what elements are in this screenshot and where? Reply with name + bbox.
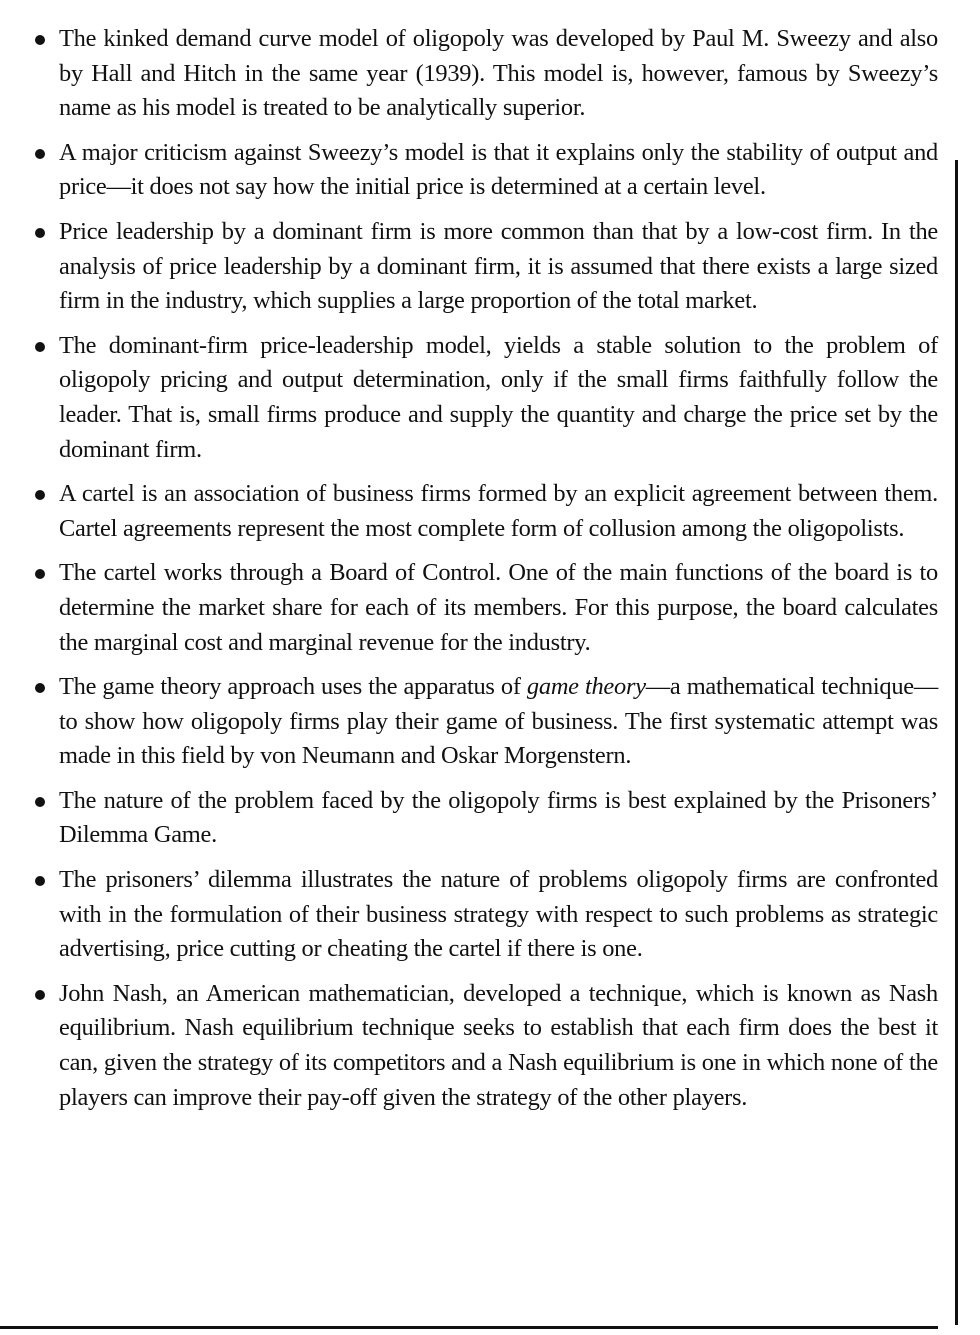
bullet-text-after: —a mathematical technique—to show how oligopoly firms play their game of business. The first systematic attempt was made in this field by von Neumann and Oskar Morgenstern.: [59, 673, 938, 770]
bullet-text: The cartel works through a Board of Control. One of the main functions of the board is to determine the market share for each of its members. For this purpose, the board calculates the marginal cost and marginal revenue for the industry.: [59, 559, 938, 656]
bullet-text: The nature of the problem faced by the oligopoly firms is best explained by the Prisoners’ Dilemma Game.: [59, 786, 938, 849]
bullet-item-prisoners-dilemma-intro: [0, 784, 938, 853]
bullet-text: John Nash, an American mathematician, developed a technique, which is known as Nash equilibrium. Nash equilibrium technique seeks to establish that each firm does the best it can, given the strategy of its competitors and a Nash equilibrium is one in which none of the players can improve their pay-off given the strategy of the other players.: [59, 979, 938, 1111]
bullet-icon: [35, 228, 45, 238]
bullet-item-board-of-control: [0, 556, 938, 660]
bullet-item-nash-equilibrium: [0, 977, 938, 1115]
bullet-text-before: The game theory approach uses the apparatus of: [59, 673, 527, 701]
bullet-icon: [35, 876, 45, 886]
bullet-item-dominant-firm-model: [0, 329, 938, 467]
bullet-icon: [35, 797, 45, 807]
bullet-item-game-theory: [0, 670, 938, 774]
bullet-text: The prisoners’ dilemma illustrates the nature of problems oligopoly firms are confronted with in the formulation of their business strategy with respect to such problems as strategic advertising, price cutting or cheating the cartel if there is one.: [59, 866, 938, 963]
bullet-icon: [35, 342, 45, 352]
bullet-text: The dominant-firm price-leadership model, yields a stable solution to the problem of oligopoly pricing and output determination, only if the small firms faithfully follow the leader. That is, small firms produce and supply the quantity and charge the price set by the dominant firm.: [59, 331, 938, 463]
bullet-text: A cartel is an association of business firms formed by an explicit agreement between them. Cartel agreements represent the most complete form of collusion among the oligopolists.: [59, 480, 938, 542]
bullet-icon: [35, 683, 45, 693]
right-border-rule: [955, 160, 958, 1325]
bullet-emphasis: game theory: [526, 673, 646, 701]
bottom-border-rule: [0, 1326, 938, 1329]
bullet-item-prisoners-dilemma-strategy: [0, 863, 938, 967]
bullet-item-sweezy-criticism: [0, 136, 938, 205]
bullet-item-cartel-definition: [0, 477, 938, 546]
bullet-icon: [35, 569, 45, 579]
summary-bullet-list: [0, 22, 938, 1125]
bullet-icon: [35, 149, 45, 159]
bullet-icon: [35, 35, 45, 45]
bullet-text: The kinked demand curve model of oligopoly was developed by Paul M. Sweezy and also by Hall and Hitch in the same year (1939). This model is, however, famous by Sweezy’s name as his model is treated to be analytically superior.: [59, 25, 938, 122]
bullet-icon: [35, 990, 45, 1000]
bullet-item-kinked-demand: [0, 22, 938, 126]
bullet-text: Price leadership by a dominant firm is more common than that by a low-cost firm. In the analysis of price leadership by a dominant firm, it is assumed that there exists a large sized firm in the industry, which supplies a large proportion of the total market.: [59, 217, 938, 315]
bullet-text: A major criticism against Sweezy’s model is that it explains only the stability of output and price—it does not say how the initial price is determined at a certain level.: [59, 138, 938, 201]
bullet-icon: [35, 490, 45, 500]
bullet-item-price-leadership: [0, 215, 938, 319]
